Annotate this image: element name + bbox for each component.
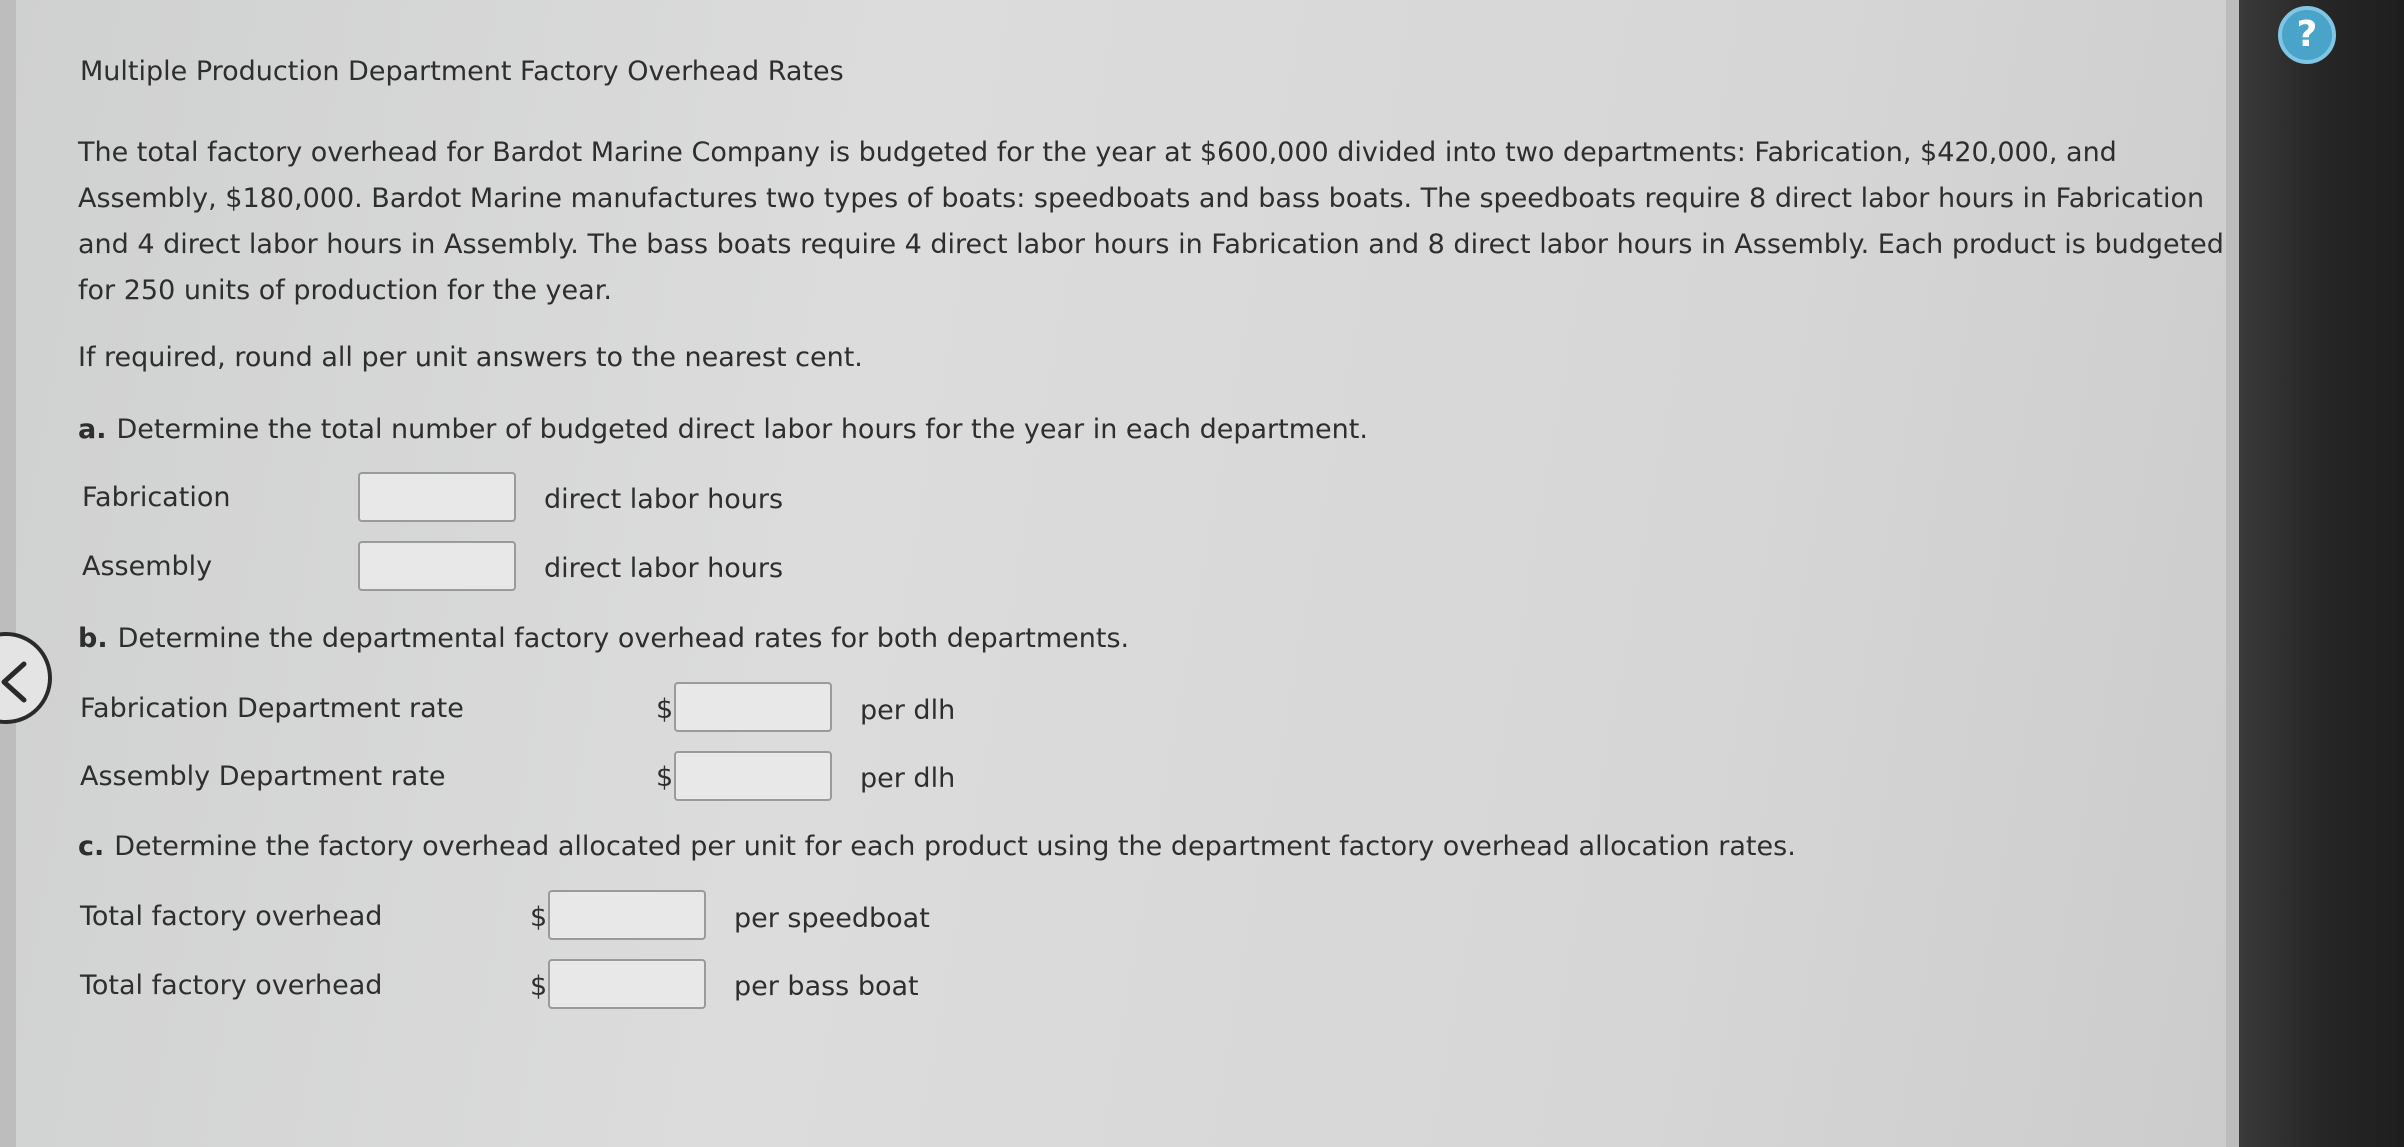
help-button[interactable] <box>2278 6 2336 64</box>
assembly-hours-input[interactable] <box>358 541 516 591</box>
bass-boat-overhead-input[interactable] <box>548 959 706 1009</box>
part-b-text: Determine the departmental factory overhead rates for both departments. <box>117 623 1130 654</box>
part-a-letter: a. <box>78 414 107 445</box>
part-b-question <box>78 623 1129 654</box>
assembly-rate-input[interactable] <box>674 751 832 801</box>
question-mark-icon: ? <box>2296 14 2318 55</box>
part-a-text: Determine the total number of budgeted direct labor hours for the year in each department. <box>116 414 1368 445</box>
description-line: for 250 units of production for the year. <box>78 275 612 306</box>
side-panel <box>2239 0 2404 1147</box>
rounding-instruction: If required, round all per unit answers to the nearest cent. <box>78 342 863 373</box>
chevron-left-icon <box>0 660 30 704</box>
speedboat-overhead-unit: per speedboat <box>734 903 930 934</box>
fabrication-rate-currency: $ <box>656 694 674 725</box>
fabrication-hours-input[interactable] <box>358 472 516 522</box>
left-edge <box>0 0 16 1147</box>
fabrication-rate-unit: per dlh <box>860 695 956 726</box>
speedboat-overhead-label: Total factory overhead <box>80 901 383 932</box>
assembly-label: Assembly <box>82 551 213 582</box>
fabrication-label: Fabrication <box>82 482 231 513</box>
bass-boat-overhead-currency: $ <box>530 971 548 1002</box>
fabrication-hours-unit: direct labor hours <box>544 484 784 515</box>
assembly-rate-label: Assembly Department rate <box>80 761 446 792</box>
fabrication-rate-input[interactable] <box>674 682 832 732</box>
description-line: The total factory overhead for Bardot Marine Company is budgeted for the year at $600,000 divided into two departments: Fabrication, $420,000, and <box>78 137 2117 168</box>
fabrication-rate-label: Fabrication Department rate <box>80 693 464 724</box>
assembly-rate-currency: $ <box>656 762 674 793</box>
part-c-letter: c. <box>78 831 105 862</box>
description-line: and 4 direct labor hours in Assembly. The bass boats require 4 direct labor hours in Fabrication and 8 direct labor hours in Assembly. Each product is budgeted <box>78 229 2224 260</box>
description-line: Assembly, $180,000. Bardot Marine manufactures two types of boats: speedboats and bass boats. The speedboats require 8 direct labor hours in Fabrication <box>78 183 2205 214</box>
speedboat-overhead-currency: $ <box>530 902 548 933</box>
bass-boat-overhead-unit: per bass boat <box>734 971 919 1002</box>
part-b-letter: b. <box>78 623 108 654</box>
problem-description <box>78 130 2228 314</box>
problem-title: Multiple Production Department Factory Overhead Rates <box>80 56 844 87</box>
assembly-hours-unit: direct labor hours <box>544 553 784 584</box>
part-c-text: Determine the factory overhead allocated per unit for each product using the department factory overhead allocation rates. <box>114 831 1796 862</box>
previous-button[interactable] <box>0 632 52 724</box>
speedboat-overhead-input[interactable] <box>548 890 706 940</box>
bass-boat-overhead-label: Total factory overhead <box>80 970 383 1001</box>
assembly-rate-unit: per dlh <box>860 763 956 794</box>
part-c-question <box>78 831 1796 862</box>
part-a-question <box>78 414 1368 445</box>
